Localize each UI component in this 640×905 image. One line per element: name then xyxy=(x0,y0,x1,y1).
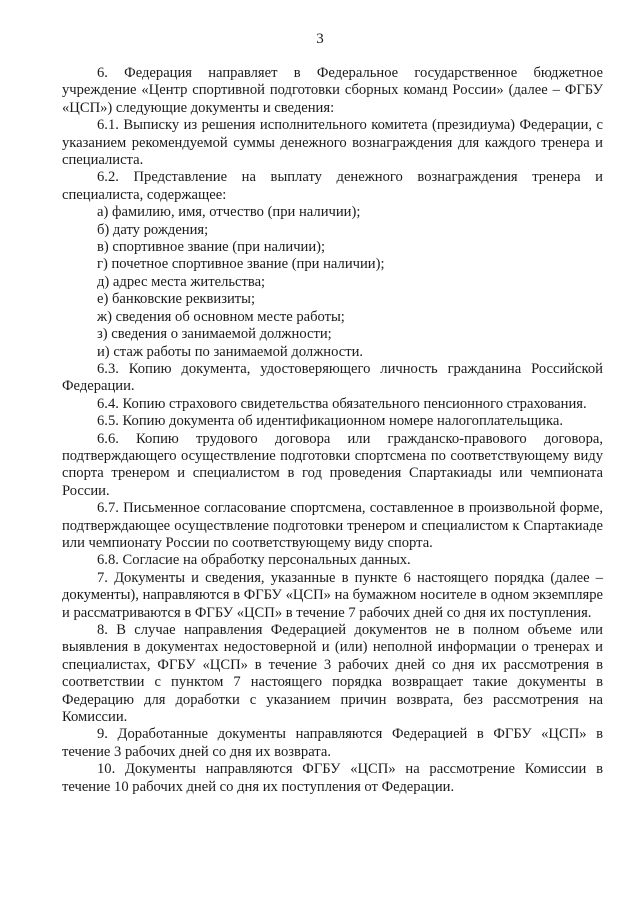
list-item: а) фамилию, имя, отчество (при наличии); xyxy=(97,204,361,221)
paragraph-6-3: 6.3. Копию документа, удостоверяющего личность гражданина Российской Федерации. xyxy=(62,360,603,395)
paragraph-6-5: 6.5. Копию документа об идентификационном номере налогоплательщика. xyxy=(97,413,563,430)
paragraph-6-6: 6.6. Копию трудового договора или гражданско-правового договора, подтверждающего осуществление подготовки спортсмена по соответствующему виду спорта тренером и специалистом в год проведения Спартакиады или чемпионата России. xyxy=(62,430,603,499)
list-item: и) стаж работы по занимаемой должности. xyxy=(97,343,364,360)
document-body xyxy=(62,65,603,796)
list-item: е) банковские реквизиты; xyxy=(97,291,256,308)
paragraph-6-4: 6.4. Копию страхового свидетельства обязательного пенсионного страхования. xyxy=(97,395,587,412)
paragraph-10: 10. Документы направляются ФГБУ «ЦСП» на рассмотрение Комиссии в течение 10 рабочих дней со дня их поступления от Федерации. xyxy=(62,761,603,795)
list-item: з) сведения о занимаемой должности; xyxy=(97,326,332,343)
paragraph-9: 9. Доработанные документы направляются Федерацией в ФГБУ «ЦСП» в течение 3 рабочих дней со дня их возврата. xyxy=(62,726,603,760)
paragraph-6-1: 6.1. Выписку из решения исполнительного комитета (президиума) Федерации, с указанием рекомендуемой суммы денежного вознаграждения для каждого тренера и специалиста. xyxy=(62,117,603,169)
list-item: ж) сведения об основном месте работы; xyxy=(97,308,345,325)
paragraph-8: 8. В случае направления Федерацией документов не в полном объеме или выявления в документах недостоверной и (или) неполной информации о тренерах и специалистах, ФГБУ «ЦСП» в течение 3 рабочих дней со дня их рассмотрения в соответствии с пунктом 7 настоящего порядка возвращает такие документы в Федерацию для доработки с указанием причин возврата, без рассмотрения на Комиссии. xyxy=(62,622,603,726)
list-item: д) адрес места жительства; xyxy=(97,273,266,290)
paragraph-6-2: 6.2. Представление на выплату денежного вознаграждения тренера и специалиста, содержащее: xyxy=(62,169,603,203)
page-number: 3 xyxy=(316,31,324,47)
list-item: в) спортивное звание (при наличии); xyxy=(97,239,326,256)
paragraph-6-7: 6.7. Письменное согласование спортсмена, составленное в произвольной форме, подтверждающее осуществление подготовки тренером и специалистом к Спартакиаде или чемпионату России по соответствующему виду спорта. xyxy=(62,500,603,551)
list-item: б) дату рождения; xyxy=(97,221,209,238)
paragraph-6: 6. Федерация направляет в Федеральное государственное бюджетное учреждение «Центр спортивной подготовки сборных команд России» (далее – ФГБУ «ЦСП») следующие документы и сведения: xyxy=(62,65,603,116)
paragraph-7: 7. Документы и сведения, указанные в пункте 6 настоящего порядка (далее – документы), направляются в ФГБУ «ЦСП» на бумажном носителе в одном экземпляре и рассматриваются в ФГБУ «ЦСП» в течение 7 рабочих дней со дня их поступления. xyxy=(62,569,603,621)
paragraph-6-8: 6.8. Согласие на обработку персональных данных. xyxy=(97,552,411,569)
list-item: г) почетное спортивное звание (при наличии); xyxy=(97,256,385,273)
